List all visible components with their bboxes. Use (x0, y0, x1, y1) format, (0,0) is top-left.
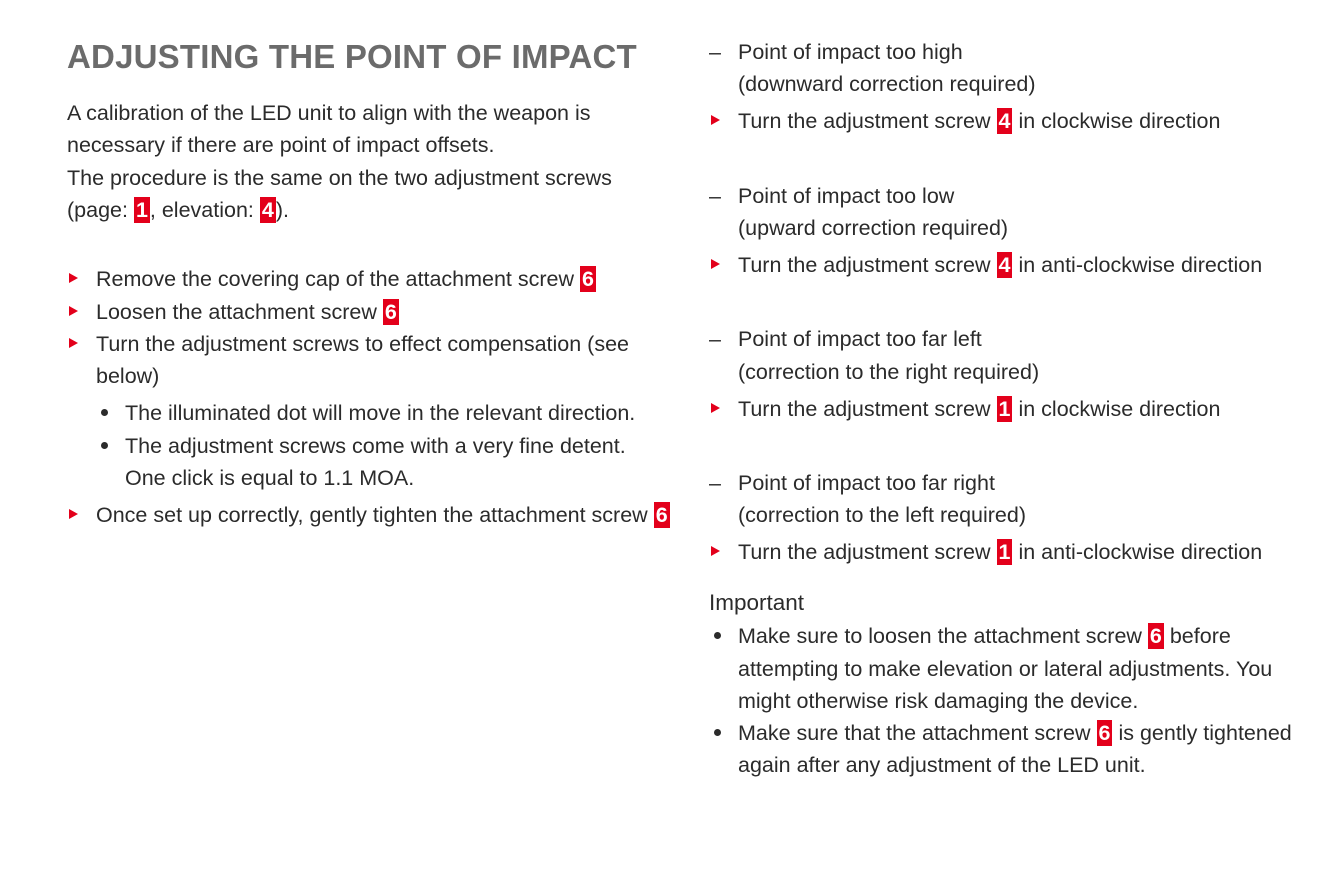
important-loosen-line-3: might otherwise risk damaging the device. (738, 689, 1139, 713)
screw-number-badge: 1 (998, 397, 1011, 421)
screw-number-badge: 4 (998, 253, 1011, 277)
step-marker-icon (711, 115, 720, 125)
important-tighten-line-2: again after any adjustment of the LED unit. (738, 753, 1146, 777)
important-loosen-line-1 (738, 620, 1231, 652)
step-text: Turn the adjustment screw (738, 540, 997, 564)
step-marker-icon (711, 403, 720, 413)
bullet-dot-icon (714, 632, 721, 639)
intro-text: ). (275, 198, 289, 222)
intro-line-3: The procedure is the same on the two adjustment screws (67, 166, 612, 190)
step-loosen-screw (96, 296, 399, 328)
case-too-left-line-1: Point of impact too far left (738, 327, 982, 351)
note-detent-line-2: One click is equal to 1.1 MOA. (125, 466, 415, 490)
important-tighten-line-1 (738, 717, 1292, 749)
important-loosen-line-2: attempting to make elevation or lateral adjustments. You (738, 657, 1273, 681)
intro-line-2: necessary if there are point of impact offsets. (67, 133, 495, 157)
step-marker-icon (69, 509, 78, 519)
intro-line-4 (67, 194, 289, 226)
step-text: Remove the covering cap of the attachment screw (96, 267, 580, 291)
note-detent-line-1: The adjustment screws come with a very fine detent. (125, 434, 626, 458)
screw-number-badge: 4 (998, 109, 1011, 133)
screw-number-badge: 6 (1098, 721, 1111, 745)
screw-number-badge: 4 (261, 198, 274, 222)
case-too-right-line-1: Point of impact too far right (738, 471, 995, 495)
intro-line-1: A calibration of the LED unit to align with the weapon is (67, 101, 591, 125)
case-too-high-line-1: Point of impact too high (738, 40, 963, 64)
screw-number-badge: 1 (135, 198, 148, 222)
dash-marker: – (709, 40, 721, 64)
case-too-high-line-2: (downward correction required) (738, 72, 1036, 96)
important-text: before (1163, 624, 1231, 648)
note-illuminated-dot: The illuminated dot will move in the relevant direction. (125, 401, 636, 425)
dash-marker: – (709, 184, 721, 208)
bullet-dot-icon (101, 442, 108, 449)
case-too-left-line-2: (correction to the right required) (738, 360, 1040, 384)
step-text: in clockwise direction (1012, 109, 1221, 133)
important-text: Make sure that the attachment screw (738, 721, 1097, 745)
intro-text: , elevation: (149, 198, 260, 222)
step-text: in clockwise direction (1012, 397, 1221, 421)
dash-marker: – (709, 471, 721, 495)
step-text: in anti-clockwise direction (1012, 253, 1263, 277)
important-heading: Important (709, 590, 805, 615)
screw-number-badge: 6 (1149, 624, 1162, 648)
case-too-low-line-1: Point of impact too low (738, 184, 955, 208)
step-marker-icon (69, 306, 78, 316)
step-text: Turn the adjustment screw (738, 253, 997, 277)
step-turn-screws-line-1: Turn the adjustment screws to effect compensation (see (96, 332, 629, 356)
step-text: Loosen the attachment screw (96, 300, 383, 324)
step-text: in anti-clockwise direction (1012, 540, 1263, 564)
step-text: Turn the adjustment screw (738, 397, 997, 421)
dash-marker: – (709, 327, 721, 351)
step-text: Turn the adjustment screw (738, 109, 997, 133)
step-text: Once set up correctly, gently tighten the attachment screw (96, 503, 654, 527)
case-too-right-line-2: (correction to the left required) (738, 503, 1026, 527)
screw-number-badge: 6 (655, 503, 668, 527)
intro-text: (page: (67, 198, 134, 222)
step-marker-icon (69, 338, 78, 348)
screw-number-badge: 6 (582, 267, 594, 291)
important-text: is gently tightened (1112, 721, 1292, 745)
case-too-low-line-2: (upward correction required) (738, 216, 1009, 240)
step-too-high (738, 105, 1220, 137)
step-marker-icon (711, 546, 720, 556)
bullet-dot-icon (714, 729, 721, 736)
screw-number-badge: 1 (998, 540, 1011, 564)
step-tighten-screw (96, 499, 670, 531)
step-too-right (738, 536, 1262, 568)
bullet-dot-icon (101, 409, 108, 416)
step-marker-icon (711, 259, 720, 269)
step-too-left (738, 393, 1220, 425)
step-turn-screws-line-2: below) (96, 364, 160, 388)
step-marker-icon (69, 273, 78, 283)
page-title: ADJUSTING THE POINT OF IMPACT (67, 38, 637, 75)
step-remove-cap (96, 263, 596, 295)
important-text: Make sure to loosen the attachment screw (738, 624, 1148, 648)
screw-number-badge: 6 (384, 300, 397, 324)
step-too-low (738, 249, 1262, 281)
